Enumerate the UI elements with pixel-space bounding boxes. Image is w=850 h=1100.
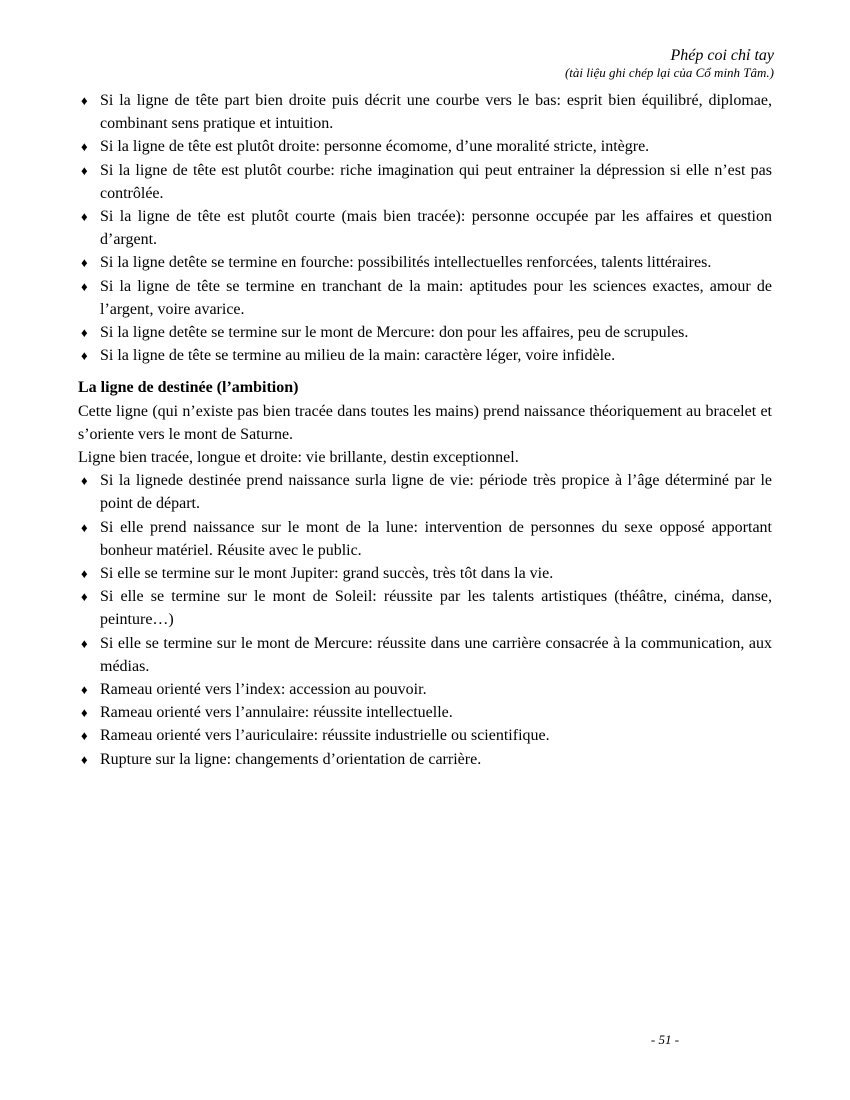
page-header — [565, 46, 774, 80]
list-item-text: Si la ligne de tête part bien droite puis décrit une courbe vers le bas: esprit bien équilibré, diplomae, combinant sens pratique et intuition. — [100, 92, 772, 133]
diamond-bullet-icon: ♦ — [81, 325, 88, 341]
diamond-bullet-icon: ♦ — [81, 93, 88, 108]
list-item-text: Rameau orienté vers l’auriculaire: réussite industrielle ou scientifique. — [100, 727, 550, 745]
list-item-text: Si la ligne detête se termine en fourche: possibilités intellectuelles renforcées, talents littéraires. — [100, 254, 712, 272]
list-item — [78, 724, 772, 747]
list-item — [78, 251, 772, 274]
diamond-bullet-icon: ♦ — [81, 682, 88, 698]
diamond-bullet-icon: ♦ — [81, 255, 88, 271]
diamond-bullet-icon: ♦ — [81, 519, 88, 535]
list-item — [78, 321, 772, 344]
list-item-text: Si la ligne de tête se termine au milieu de la main: caractère léger, voire infidèle. — [100, 347, 616, 365]
list-item — [78, 701, 772, 724]
list-item — [78, 469, 772, 515]
paragraph: Ligne bien tracée, longue et droite: vie brillante, destin exceptionnel. — [78, 449, 519, 467]
page-number: - 51 - — [650, 1032, 680, 1047]
list-item — [78, 516, 772, 562]
diamond-bullet-icon: ♦ — [81, 566, 88, 582]
diamond-bullet-icon: ♦ — [81, 348, 88, 364]
list-item — [78, 562, 772, 585]
list-item-text: Si la ligne de tête est plutôt courbe: riche imagination qui peut entrainer la dépression si elle n’est pas contrôlée. — [100, 161, 772, 202]
list-item — [78, 205, 772, 251]
section-heading: La ligne de destinée (l’ambition) — [78, 379, 299, 397]
list-item-text: Si elle se termine sur le mont Jupiter: grand succès, très tôt dans la vie. — [100, 565, 554, 583]
diamond-bullet-icon: ♦ — [81, 728, 88, 744]
list-item-text: Rameau orienté vers l’index: accession au pouvoir. — [100, 681, 427, 699]
list-item-text: Si la ligne de tête est plutôt droite: personne écomome, d’une moralité stricte, intègre. — [100, 138, 650, 156]
list-item — [78, 135, 772, 158]
list-item — [78, 678, 772, 701]
list-item-text: Si elle prend naissance sur le mont de la lune: intervention de personnes du sexe opposé apportant bonheur matériel. Réusite avec le public. — [100, 518, 772, 559]
list-item-text: Si la lignede destinée prend naissance surla ligne de vie: période très propice à l’âge déterminé par le point de départ. — [100, 472, 772, 513]
list-item — [78, 748, 772, 771]
list-item — [78, 632, 772, 678]
list-item-text: Si elle se termine sur le mont de Soleil: réussite par les talents artistiques (théâtre, cinéma, danse, peinture…) — [100, 588, 772, 629]
list-item — [78, 344, 772, 367]
list-item-text: Si la ligne detête se termine sur le mont de Mercure: don pour les affaires, peu de scrupules. — [100, 324, 689, 342]
document-subtitle: (tài liệu ghi chép lại của Cổ minh Tâm.) — [564, 65, 774, 80]
diamond-bullet-icon: ♦ — [81, 162, 88, 178]
list-item-text: Si elle se termine sur le mont de Mercure: réussite dans une carrière consacrée à la communication, aux médias. — [100, 634, 772, 675]
diamond-bullet-icon: ♦ — [81, 278, 88, 294]
paragraph: Cette ligne (qui n’existe pas bien tracée dans toutes les mains) prend naissance théoriquement au bracelet et s’oriente vers le mont de Saturne. — [78, 402, 772, 443]
diamond-bullet-icon: ♦ — [81, 589, 88, 605]
diamond-bullet-icon: ♦ — [81, 209, 88, 225]
list-item-text: Si la ligne de tête se termine en tranchant de la main: aptitudes pour les sciences exactes, amour de l’argent, voire avarice. — [100, 277, 772, 318]
document-title: Phép coi chỉ tay — [670, 47, 774, 64]
list-item — [78, 275, 772, 321]
list-item — [78, 89, 772, 135]
diamond-bullet-icon: ♦ — [81, 139, 88, 155]
list-item-text: Si la ligne de tête est plutôt courte (mais bien tracée): personne occupée par les affaires et question d’argent. — [100, 208, 772, 249]
list-item — [78, 585, 772, 631]
diamond-bullet-icon: ♦ — [81, 473, 88, 489]
list-item — [78, 159, 772, 205]
diamond-bullet-icon: ♦ — [81, 635, 88, 651]
diamond-bullet-icon: ♦ — [81, 705, 88, 721]
list-item-text: Rupture sur la ligne: changements d’orientation de carrière. — [100, 750, 482, 768]
diamond-bullet-icon: ♦ — [81, 751, 88, 767]
page-content — [78, 89, 772, 771]
list-item-text: Rameau orienté vers l’annulaire: réussite intellectuelle. — [100, 704, 453, 722]
